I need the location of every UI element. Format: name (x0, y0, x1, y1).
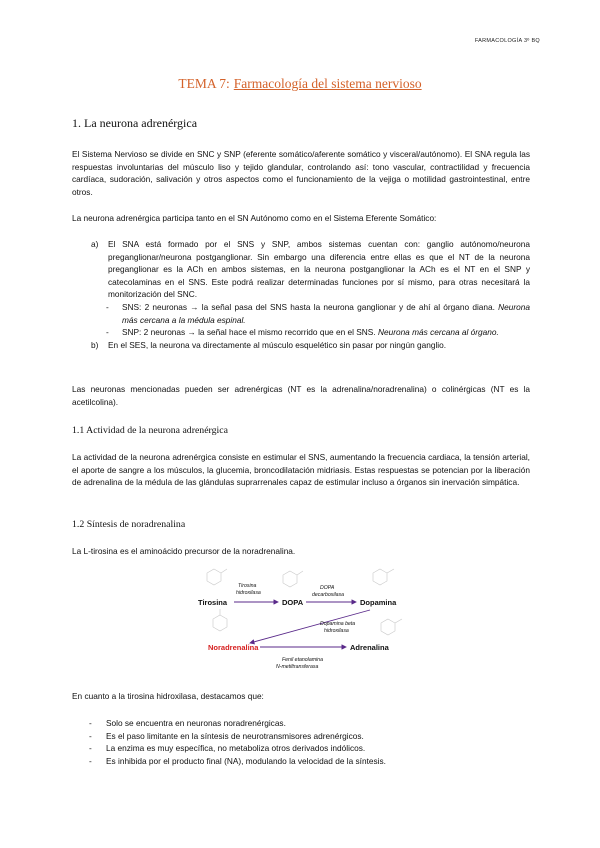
list-item (72, 742, 530, 755)
list-item-a (72, 238, 530, 301)
enzyme-dopamine-beta-hydroxylase-line2: hidroxilasa (324, 628, 349, 634)
tyrosine-hydroxylase-list (72, 717, 530, 767)
list-marker: b) (91, 339, 99, 350)
node-adrenalina: Adrenalina (350, 643, 389, 652)
sublist-item-emphasis: Neurona más cercana al órgano. (377, 327, 499, 338)
tyrosine-structure-icon (207, 569, 227, 585)
list-marker: a) (91, 239, 99, 249)
adrenaline-structure-icon (381, 619, 402, 635)
enzyme-pnmt-line2: N-metiltransferasa (276, 664, 319, 670)
dash-marker: - (106, 327, 109, 338)
sublist-item-emphasis: Neurona más cercana a la médula espinal. (122, 301, 530, 325)
header-course-label: FARMACOLOGÍA 3º BQ (474, 38, 540, 44)
list-item-text: La enzima es muy específica, no metaboliza otros derivados indólicos. (106, 743, 366, 754)
sublist-item-sns (86, 301, 530, 326)
enzyme-tyrosine-hydroxylase-line1: Tirosina (238, 583, 257, 589)
dash-marker: - (89, 743, 92, 754)
sublist-item-text: SNP: 2 neuronas → la señal hace el mismo recorrido que en el SNS. (122, 327, 376, 338)
noradrenaline-structure-icon (213, 609, 227, 631)
list-item (72, 717, 530, 730)
section-1-2-paragraph: La L-tirosina es el aminoácido precursor de la noradrenalina. (72, 546, 296, 556)
list-item (72, 730, 530, 743)
list-item-text: Es inhibida por el producto final (NA), modulando la velocidad de la síntesis. (106, 755, 386, 766)
list-item-b (72, 339, 530, 352)
section-1-heading: 1. La neurona adrenérgica (72, 116, 198, 130)
noradrenaline-synthesis-diagram (190, 561, 410, 691)
section-1-2-heading: 1.2 Síntesis de noradrenalina (72, 519, 186, 530)
dopa-structure-icon (283, 571, 303, 587)
enzyme-dopa-decarboxylase-line1: DOPA (320, 585, 335, 591)
section-1-2-paragraph-2: En cuanto a la tirosina hidroxilasa, destacamos que: (72, 691, 264, 701)
sublist-item-snp (86, 326, 530, 339)
dash-marker: - (106, 301, 109, 312)
sublist-item-text: SNS: 2 neuronas → la señal pasa del SNS hasta la neurona ganglionar y de ahí al órgano diana. (122, 301, 495, 312)
node-dopa: DOPA (282, 598, 304, 607)
enzyme-dopa-decarboxylase-line2: decarboxilasa (312, 592, 345, 598)
section-1-1-paragraph: La actividad de la neurona adrenérgica consiste en estimular el SNS, aumentando la frecuencia cardiaca, la tensión arterial, el aporte de sangre a los músculos, la glucemia, broncodilatación midriasis. Estas respuestas se potencian por la liberación de adrenalina de la médula de las glándulas suprarrenales capaz de estimular incluso a órganos sin inervación simpática. (72, 452, 530, 488)
title-main: TEMA 7: (178, 76, 230, 91)
section-1-1-heading: 1.1 Actividad de la neurona adrenérgica (72, 425, 228, 436)
node-tirosina: Tirosina (198, 598, 228, 607)
list-item (72, 755, 530, 768)
list-item-text: El SNA está formado por el SNS y SNP, ambos sistemas cuentan con: ganglio autónomo/neurona preganglionar/neurona postganglionar. Sin embargo una diferencia entre ellas es que el NT de la neurona preganglionar es la ACh en ambos sistemas, en la neurona postganglionar la ACh es el NT en el SNP y catecolaminas en el SNS. Este podrá realizar determinadas funciones por sí mismo, para otras necesitará la monitorización del SNC. (108, 239, 530, 300)
section-1-paragraph-3: Las neuronas mencionadas pueden ser adrenérgicas (NT es la adrenalina/noradrenalina) o colinérgicas (NT es la acetilcolina). (72, 384, 530, 407)
dash-marker: - (89, 718, 92, 728)
node-noradrenalina: Noradrenalina (208, 643, 259, 652)
dash-marker: - (89, 755, 92, 766)
list-item-text: Es el paso limitante en la síntesis de neurotransmisores adrenérgicos. (106, 730, 364, 741)
section-1-paragraph-1: El Sistema Nervioso se divide en SNC y SNP (eferente somático/aferente somático y visceral/autónomo). El SNA regula las respuestas involuntarias del músculo liso y tejido glandular, controlando así: tono vascular, contractilidad y frecuencia cardíaca, sudoración, salivación y otros aspectos como el funcionamiento de la vejiga o motilidad gastrointestinal, entre otros. (72, 149, 530, 197)
enzyme-pnmt-line1: Fenil etanolamina (282, 657, 323, 663)
title-subtitle: Farmacología del sistema nervioso (233, 76, 422, 91)
section-1-paragraph-2: La neurona adrenérgica participa tanto en el SN Autónomo como en el Sistema Eferente Somático: (72, 213, 437, 223)
list-item-text: Solo se encuentra en neuronas noradrenérgicas. (106, 718, 286, 728)
neuron-list (72, 238, 530, 351)
page-title (0, 76, 600, 92)
enzyme-tyrosine-hydroxylase-line2: hidroxilasa (236, 590, 261, 596)
dash-marker: - (89, 730, 92, 741)
list-item-text: En el SES, la neurona va directamente al músculo esquelético sin pasar por ningún ganglio. (108, 339, 447, 350)
enzyme-dopamine-beta-hydroxylase-line1: Dopamina beta (320, 621, 356, 627)
dopamine-structure-icon (373, 569, 394, 585)
node-dopamina: Dopamina (360, 598, 397, 607)
